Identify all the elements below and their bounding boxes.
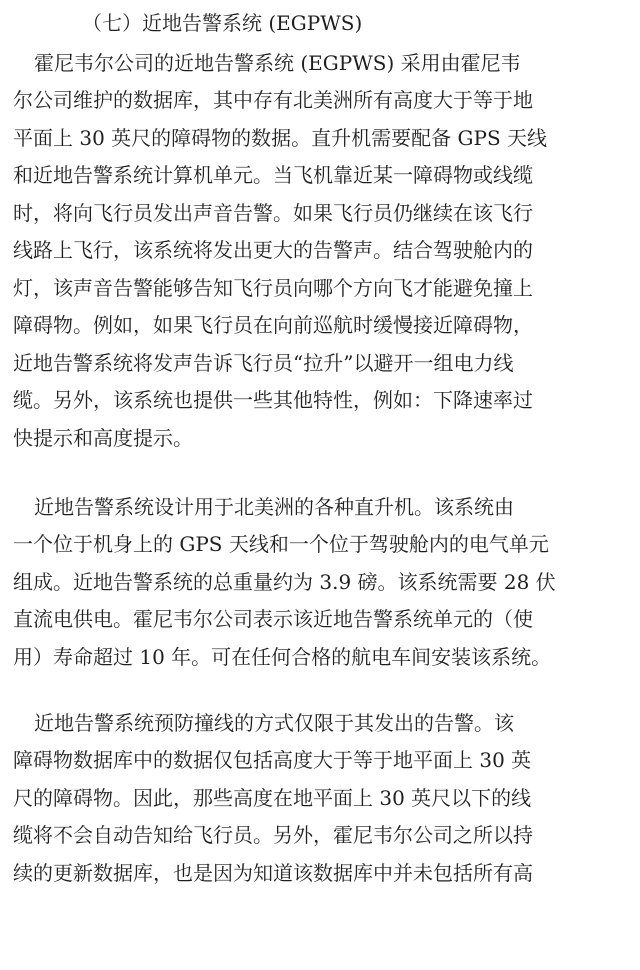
paragraph-line: 近地告警系统将发声告诉飞行员“拉升”以避开一组电力线 (13, 351, 514, 375)
paragraph-line: 和近地告警系统计算机单元。当飞机靠近某一障碍物或线缆 (13, 163, 533, 187)
paragraph-line: 障碍物数据库中的数据仅包括高度大于等于地平面上 30 英 (13, 748, 532, 772)
paragraph-line: 平面上 30 英尺的障碍物的数据。直升机需要配备 GPS 天线 (13, 126, 548, 150)
paragraph-line: 续的更新数据库，也是因为知道该数据库中并未包括所有高 (13, 861, 533, 885)
paragraph-line: 时，将向飞行员发出声音告警。如果飞行员仍继续在该飞行 (13, 201, 533, 225)
paragraph-line: 一个位于机身上的 GPS 天线和一个位于驾驶舱内的电气单元 (13, 532, 549, 556)
paragraph-line: 快提示和高度提示。 (13, 426, 193, 450)
paragraph-line: 尔公司维护的数据库，其中存有北美洲所有高度大于等于地 (13, 88, 533, 112)
paragraph-line: 近地告警系统预防撞线的方式仅限于其发出的告警。该 (34, 711, 514, 735)
paragraph-line: 直流电供电。霍尼韦尔公司表示该近地告警系统单元的（使 (13, 607, 533, 631)
paragraph-line: 缆将不会自动告知给飞行员。另外，霍尼韦尔公司之所以持 (13, 823, 533, 847)
paragraph-line: 尺的障碍物。因此，那些高度在地平面上 30 英尺以下的线 (13, 786, 532, 810)
paragraph-line: 用）寿命超过 10 年。可在任何合格的航电车间安装该系统。 (13, 645, 552, 669)
paragraph-line: 霍尼韦尔公司的近地告警系统 (EGPWS) 采用由霍尼韦 (34, 51, 521, 75)
paragraph-line: 缆。另外，该系统也提供一些其他特性，例如：下降速率过 (13, 388, 533, 412)
paragraph-line: 灯，该声音告警能够告知飞行员向哪个方向飞才能避免撞上 (13, 276, 533, 300)
section-heading: （七）近地告警系统 (EGPWS) (82, 11, 363, 35)
paragraph-line: 线路上飞行，该系统将发出更大的告警声。结合驾驶舱内的 (13, 238, 533, 262)
paragraph-line: 组成。近地告警系统的总重量约为 3.9 磅。该系统需要 28 伏 (13, 570, 556, 594)
paragraph-line: 障碍物。例如，如果飞行员在向前巡航时缓慢接近障碍物， (13, 313, 533, 337)
paragraph-line: 近地告警系统设计用于北美洲的各种直升机。该系统由 (34, 495, 514, 519)
